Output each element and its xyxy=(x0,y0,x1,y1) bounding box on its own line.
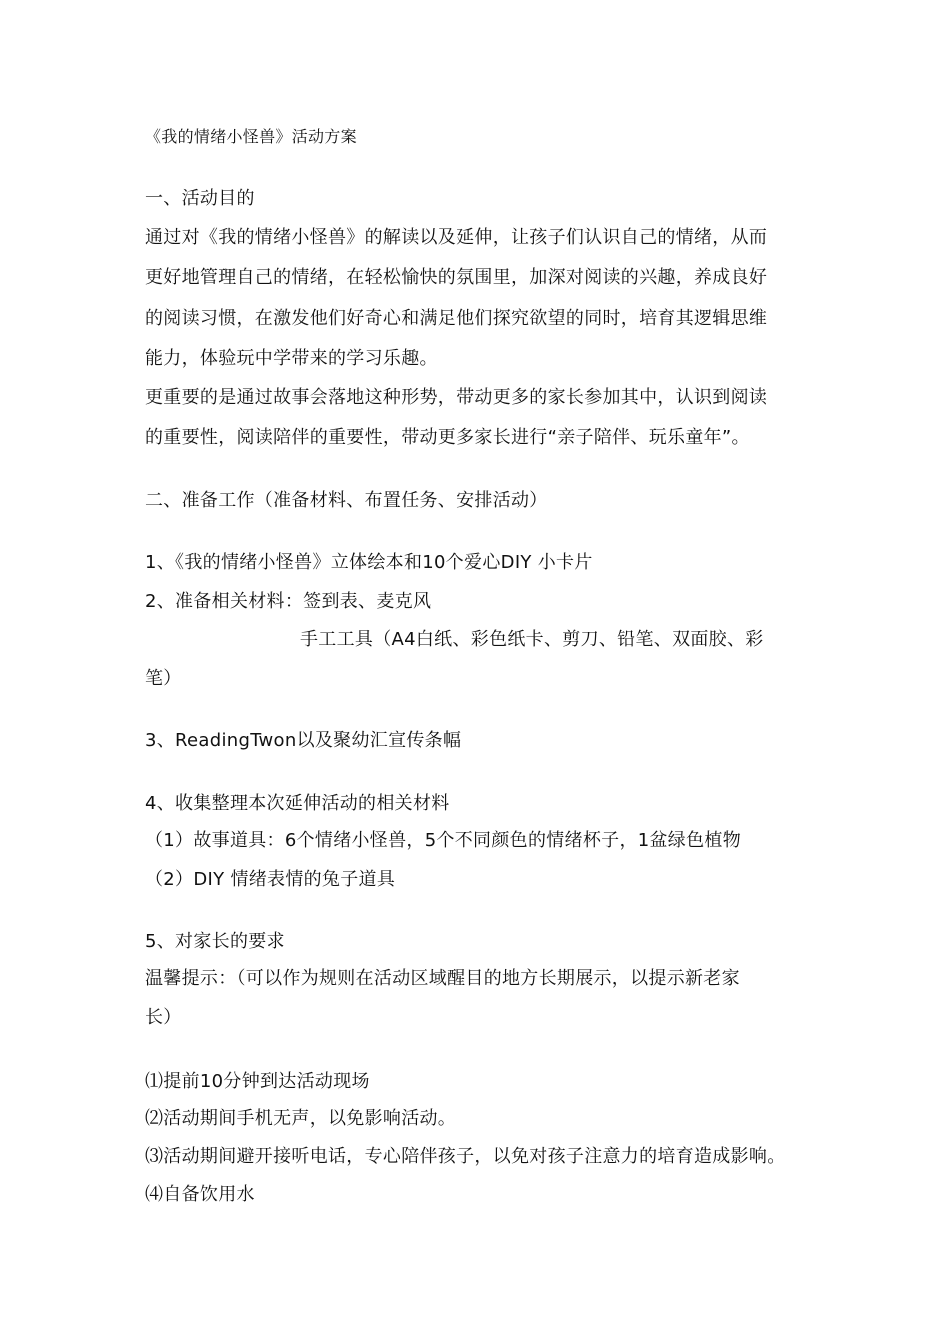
paragraph-line: 更重要的是通过故事会落地这种形势，带动更多的家长参加其中，认识到阅读 xyxy=(145,387,768,408)
document-title: 《我的情绪小怪兽》活动方案 xyxy=(145,127,357,146)
list-item-continuation: 笔） xyxy=(145,668,182,689)
tip-line: 长） xyxy=(145,1007,182,1028)
list-item: 3、ReadingTwon以及聚幼汇宣传条幅 xyxy=(145,730,462,751)
sub-list-item: （1）故事道具：6个情绪小怪兽，5个不同颜色的情绪杯子，1盆绿色植物 xyxy=(145,830,742,851)
rule-item: ⑶活动期间避开接听电话，专心陪伴孩子，以免对孩子注意力的培育造成影响。 xyxy=(145,1146,786,1167)
rule-item: ⑵活动期间手机无声，以免影响活动。 xyxy=(145,1108,457,1129)
paragraph-line: 的阅读习惯，在激发他们好奇心和满足他们探究欲望的同时，培育其逻辑思维 xyxy=(145,308,768,329)
rule-item: ⑷自备饮用水 xyxy=(145,1184,255,1205)
list-item-continuation: 手工工具（A4白纸、彩色纸卡、剪刀、铅笔、双面胶、彩 xyxy=(300,629,764,650)
list-item: 4、收集整理本次延伸活动的相关材料 xyxy=(145,793,450,814)
list-item: 1、《我的情绪小怪兽》立体绘本和10个爱心DIY 小卡片 xyxy=(145,552,593,573)
sub-list-item: （2）DIY 情绪表情的兔子道具 xyxy=(145,869,396,890)
paragraph-line: 更好地管理自己的情绪，在轻松愉快的氛围里，加深对阅读的兴趣，养成良好 xyxy=(145,267,768,288)
tip-line: 温馨提示：（可以作为规则在活动区域醒目的地方长期展示，以提示新老家 xyxy=(145,968,740,989)
list-item: 2、准备相关材料：签到表、麦克风 xyxy=(145,591,432,612)
section-heading-preparation: 二、准备工作（准备材料、布置任务、安排活动） xyxy=(145,490,548,511)
list-item: 5、对家长的要求 xyxy=(145,931,285,952)
section-heading-purpose: 一、活动目的 xyxy=(145,188,255,209)
paragraph-line: 的重要性，阅读陪伴的重要性，带动更多家长进行“亲子陪伴、玩乐童年”。 xyxy=(145,427,750,448)
paragraph-line: 通过对《我的情绪小怪兽》的解读以及延伸，让孩子们认识自己的情绪，从而 xyxy=(145,227,768,248)
paragraph-line: 能力，体验玩中学带来的学习乐趣。 xyxy=(145,348,438,369)
rule-item: ⑴提前10分钟到达活动现场 xyxy=(145,1071,370,1092)
